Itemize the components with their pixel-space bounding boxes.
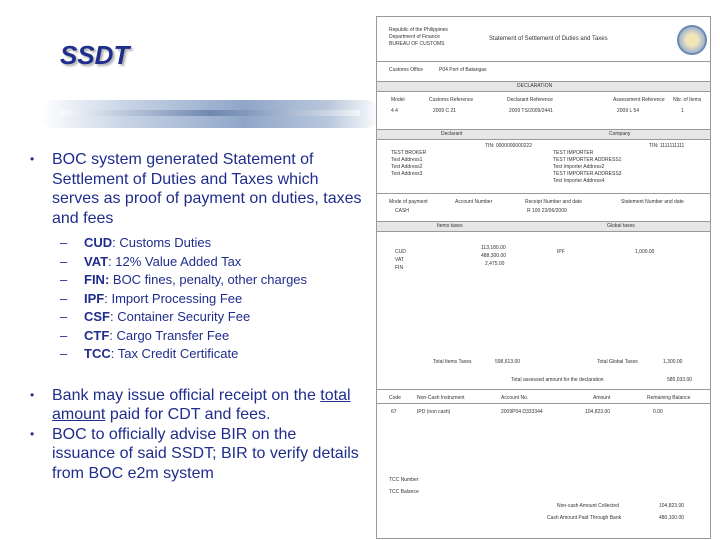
list-item: – CSF: Container Security Fee [60,309,251,324]
bullet-ssdt-definition: • BOC system generated Statement of Settlement of Duties and Taxes which serves as proof of payment on duties, taxes and fees [30,151,362,227]
slide-body [28,150,363,483]
doc-title: Statement of Settlement of Duties and Taxes [489,36,608,42]
title-swoosh-highlight [60,110,360,116]
list-item: – CTF: Cargo Transfer Fee [60,327,230,343]
ssdt-document-image: Republic of the Philippines Department of Finance BUREAU OF CUSTOMS Statement of Settlement of Duties and Taxes Customs Office P04 Port of Batangas DECLARATION Model Customs Reference Declarant Reference Assessment Reference Nbr. of Items 4 4 2009 C 21 2009 TS/2009/2441 2009 L 54 1 Declarant Company TIN: 0000000000222 TIN: 1111111111 TEST BROKER Test Address1 Test Address2 Test Address3 TEST IMPORTER TEST IMPORTER ADDRESS1 Test Importer Address2 TEST IMPORTER ADDRESS3 Test Importer Address4 Mode of payment Account Number Receipt Number and date Statement Number and date CASH R 100 23/06/2009 Items taxes Global taxes CUD 113,180.00 VAT 488,300.00 FIN 2,475.00 IPF 1,000.00 Total Items Taxes 598,613.00 Total Global Taxes 1,300.00 Total assessed amount for the declaration 585,033.00 Code Non-Cash Instrument Account No. Amount Remaining Balance 67 IPD (non cash) 2009P04 D333344 104,823.00 0.00 TCC Number TCC Balance Non-cash Amount Collected 104,823.00 Cash Amount Paid Through Bank 480,100.00 [376,16,711,539]
list-item: – FIN: BOC fines, penalty, other charges [60,272,308,287]
slide-title: SSDT [60,40,130,70]
bullet-dot-icon: • [30,152,35,166]
bullet-boc-advise-bir: • BOC to officially advise BIR on the issuance of said SSDT; BIR to verify details from BOC e2m system [30,425,359,482]
doc-org-line: BUREAU OF CUSTOMS [389,41,445,47]
doc-org-line: Republic of the Philippines [389,27,448,33]
list-item: – VAT: 12% Value Added Tax [60,253,242,269]
bullet-dot-icon: • [30,426,35,441]
tax-code-list [28,234,363,364]
bullet-bank-receipt: • Bank may issue official receipt on the total amount paid for CDT and fees. [30,386,351,423]
doc-org-line: Department of Finance [389,34,440,40]
list-item: – IPF: Import Processing Fee [60,290,243,306]
bullet-dot-icon: • [30,387,35,402]
customs-seal-icon [677,25,707,55]
list-item: – CUD: Customs Duties [60,235,212,250]
list-item: – TCC: Tax Credit Certificate [60,346,239,361]
